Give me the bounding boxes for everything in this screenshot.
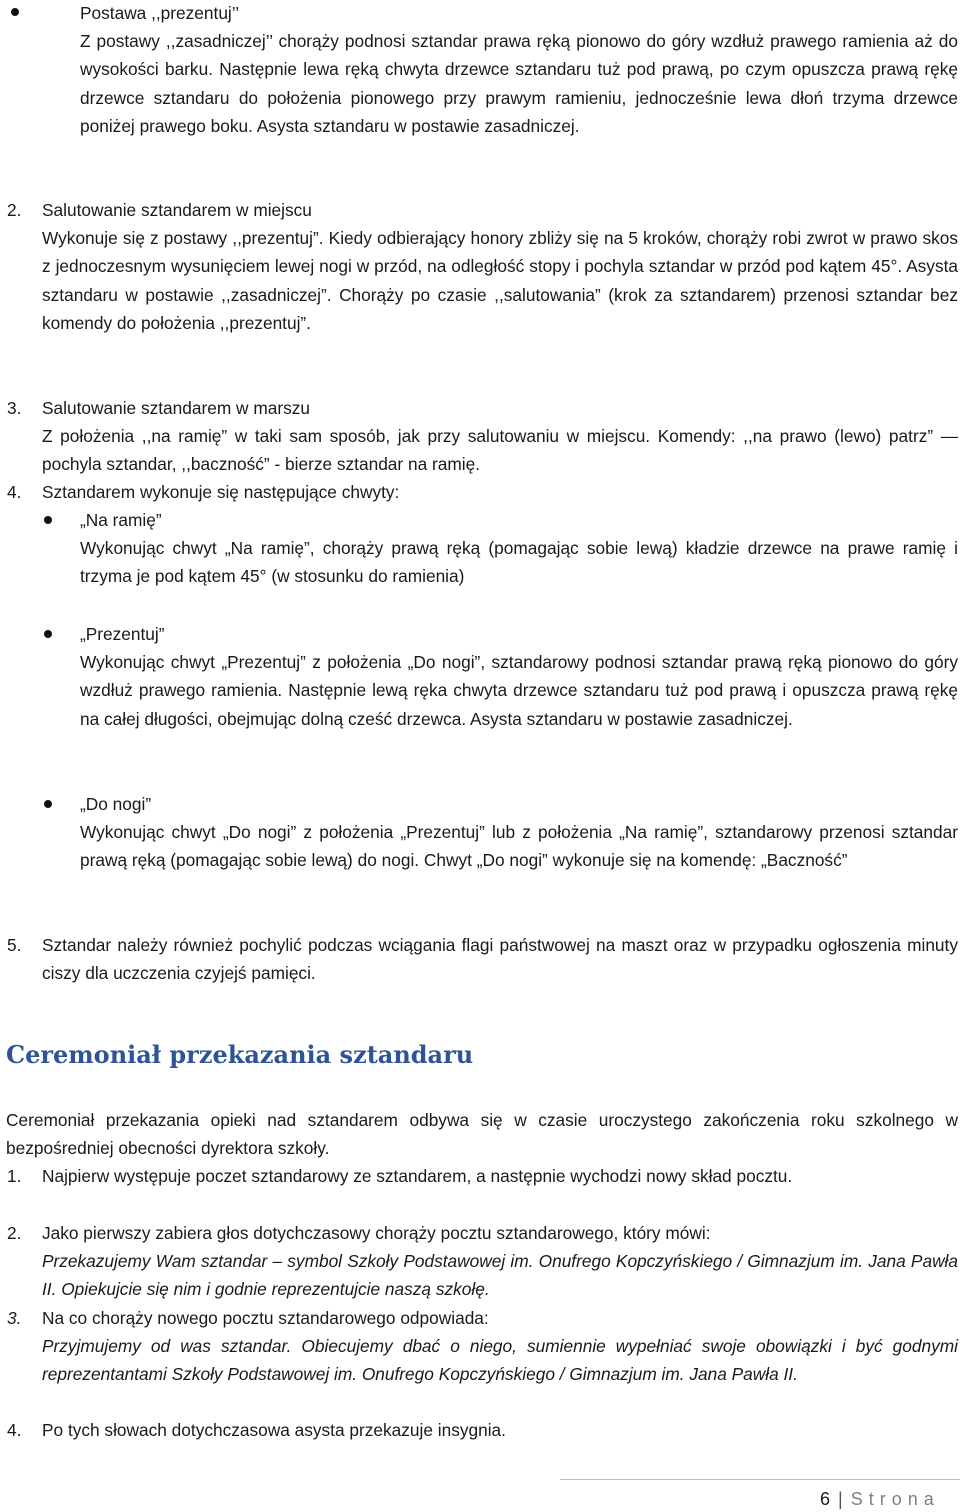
item-number: 3. bbox=[7, 398, 22, 418]
footer-divider bbox=[560, 1479, 960, 1480]
ceremonial-intro: Ceremoniał przekazania opieki nad sztandarem odbywa się w czasie uroczystego zakończenia roku szkolnego w bezpośredniej obecności dyrektora szkoły. bbox=[6, 1110, 958, 1159]
chwyt-body: Wykonując chwyt „Na ramię”, chorąży prawą ręką (pomagając sobie lewą) kładzie drzewce na prawe ramię i trzyma je pod kątem 45° (w stosunku do ramienia) bbox=[80, 538, 958, 587]
step-number: 4. bbox=[7, 1420, 22, 1440]
chwyt-body: Wykonując chwyt „Prezentuj” z położenia „Do nogi”, sztandarowy podnosi sztandar prawą ręką pionowo do góry wzdłuż prawego ramienia. Następnie lewą ręka chwyta drzewce sztandaru tuż pod prawą i opuszcza prawą rękę na całej długości, obejmując dolną cześć drzewca. Asysta sztandaru w postawie zasadniczej. bbox=[80, 652, 958, 729]
item-body: Wykonuje się z postawy ,,prezentuj”. Kiedy odbierający honory zbliży się na 5 kroków, chorąży robi zwrot w prawo skos z jednoczesnym wysunięciem lewej nogi w przód, na odległość stopy i pochyla sztandar w przód pod kątem 45°. Asysta sztandaru w postawie ,,zasadniczej”. Chorąży po czasie ,,salutowania” (krok za sztandarem) przenosi sztandar bez komendy do położenia ,,prezentuj”. bbox=[42, 228, 958, 334]
step-text: Jako pierwszy zabiera głos dotychczasowy chorąży pocztu sztandarowego, który mówi: bbox=[42, 1223, 711, 1243]
bullet-icon bbox=[44, 800, 52, 808]
item-body: Sztandar należy również pochylić podczas wciągania flagi państwowej na maszt oraz w przypadku ogłoszenia minuty ciszy dla uczczenia czyjejś pamięci. bbox=[42, 935, 958, 984]
chwyt-title: „Do nogi” bbox=[80, 794, 152, 814]
postawa-body: Z postawy ,,zasadniczej’’ chorąży podnosi sztandar prawa ręką pionowo do góry wzdłuż prawego ramienia aż do wysokości barku. Następnie lewa ręką chwyta drzewce sztandaru tuż pod prawą, po czym opuszcza prawą rękę drzewce sztandaru do położenia pionowego przy prawym ramieniu, jednocześnie lewa dłoń trzyma drzewce poniżej prawego boku. Asysta sztandaru w postawie zasadniczej. bbox=[80, 31, 958, 137]
bullet-icon bbox=[44, 630, 52, 638]
section-heading: Ceremoniał przekazania sztandaru bbox=[6, 1040, 474, 1069]
chwyt-title: „Prezentuj” bbox=[80, 624, 165, 644]
item-title: Salutowanie sztandarem w miejscu bbox=[42, 200, 312, 220]
bullet-icon bbox=[44, 516, 52, 524]
step-text: Po tych słowach dotychczasowa asysta przekazuje insygnia. bbox=[42, 1420, 506, 1440]
page-number: 6 bbox=[820, 1489, 831, 1509]
bullet-icon bbox=[11, 8, 19, 16]
step-quote: Przekazujemy Wam sztandar – symbol Szkoły Podstawowej im. Onufrego Kopczyńskiego / Gimnazjum im. Jana Pawła II. Opiekujcie się nim i godnie reprezentujcie naszą szkołę. bbox=[42, 1251, 958, 1300]
item-number: 2. bbox=[7, 200, 22, 220]
page-label: Strona bbox=[850, 1489, 940, 1509]
step-text: Najpierw występuje poczet sztandarowy ze sztandarem, a następnie wychodzi nowy skład pocztu. bbox=[42, 1166, 793, 1186]
chwyt-body: Wykonując chwyt „Do nogi” z położenia „Prezentuj” lub z położenia „Na ramię”, sztandarowy przenosi sztandar prawą ręką (pomagając sobie lewą) do nogi. Chwyt „Do nogi” wykonuje się na komendę: „Baczność” bbox=[80, 822, 958, 871]
step-number: 2. bbox=[7, 1223, 22, 1243]
item-number: 5. bbox=[7, 935, 22, 955]
step-number: 3. bbox=[7, 1308, 22, 1328]
footer-separator: | bbox=[838, 1489, 843, 1509]
item-title: Salutowanie sztandarem w marszu bbox=[42, 398, 310, 418]
item-title: Sztandarem wykonuje się następujące chwyty: bbox=[42, 482, 400, 502]
page-footer bbox=[820, 1486, 940, 1512]
step-text: Na co chorąży nowego pocztu sztandarowego odpowiada: bbox=[42, 1308, 489, 1328]
step-number: 1. bbox=[7, 1166, 22, 1186]
item-number: 4. bbox=[7, 482, 22, 502]
step-quote: Przyjmujemy od was sztandar. Obiecujemy dbać o niego, sumiennie wypełniać swoje obowiązki i być godnymi reprezentantami Szkoły Podstawowej im. Onufrego Kopczyńskiego / Gimnazjum im. Jana Pawła II. bbox=[42, 1336, 958, 1385]
postawa-title: Postawa ,,prezentuj’’ bbox=[80, 3, 240, 23]
item-body: Z położenia ,,na ramię” w taki sam sposób, jak przy salutowaniu w miejscu. Komendy: ,,na prawo (lewo) patrz” — pochyla sztandar, ,,baczność” - bierze sztandar na ramię. bbox=[42, 426, 958, 475]
chwyt-title: „Na ramię” bbox=[80, 510, 162, 530]
